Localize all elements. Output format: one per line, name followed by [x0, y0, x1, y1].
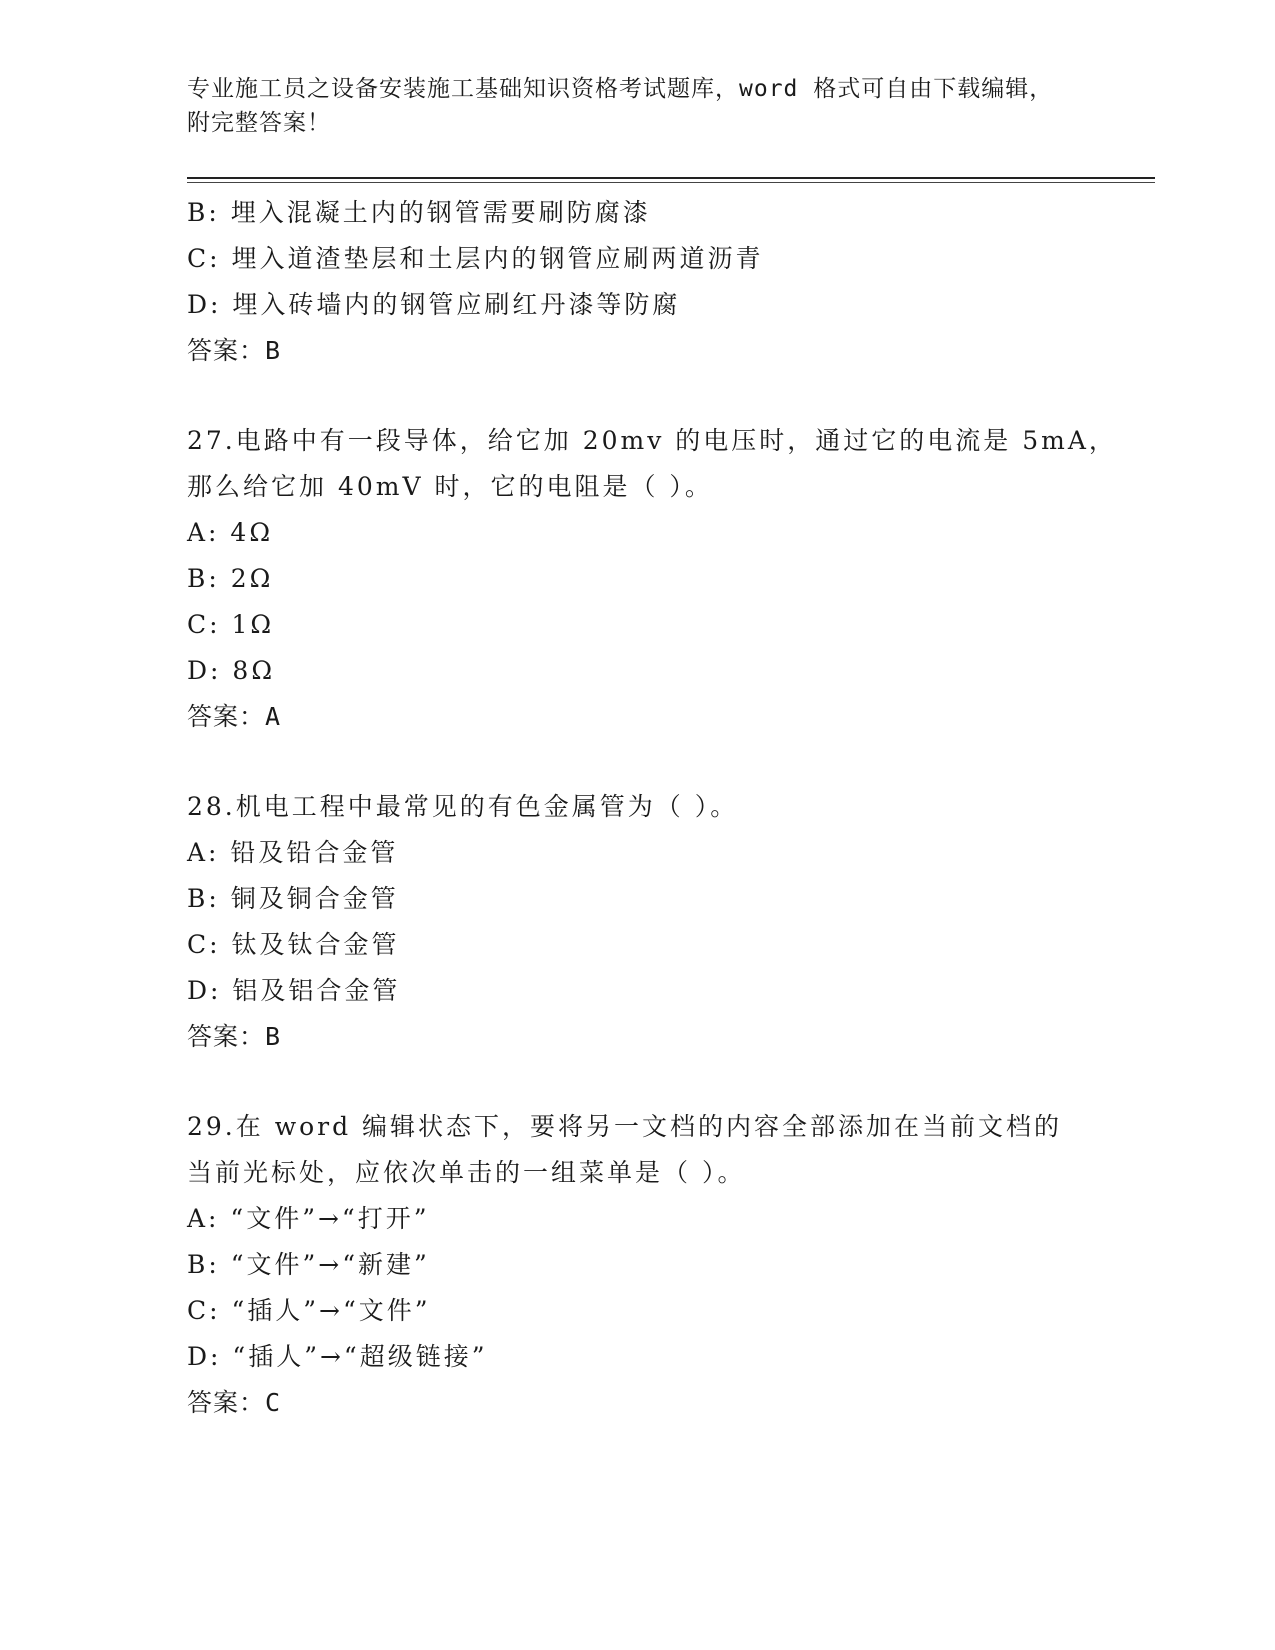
option-c: C: 埋入道渣垫层和土层内的钢管应刷两道沥青 [187, 244, 764, 273]
spacer [187, 374, 1155, 418]
option-b: B: 埋入混凝土内的钢管需要刷防腐漆 [187, 198, 651, 227]
header-line-1: 专业施工员之设备安装施工基础知识资格考试题库，word 格式可自由下载编辑， [187, 76, 1054, 102]
question-stem: 29.在 word 编辑状态下，要将另一文档的内容全部添加在当前文档的 [187, 1112, 1063, 1141]
option-c: C: 钛及钛合金管 [187, 930, 400, 959]
question-28 [187, 784, 1155, 1060]
option-a: A: 4Ω [187, 518, 274, 547]
header-line-2: 附完整答案！ [187, 110, 331, 136]
option-c: C: 1Ω [187, 610, 275, 639]
header-divider-thin [187, 182, 1155, 183]
question-26 [187, 190, 1155, 374]
option-a: A: 铅及铅合金管 [187, 838, 399, 867]
answer-line: 答案：A [187, 702, 282, 731]
question-stem: 27.电路中有一段导体，给它加 20mv 的电压时，通过它的电流是 5mA， [187, 426, 1117, 455]
question-29 [187, 1104, 1155, 1426]
option-d: D: 铝及铝合金管 [187, 976, 401, 1005]
question-stem-cont: 那么给它加 40mV 时，它的电阻是（ ）。 [187, 472, 713, 501]
spacer [187, 1060, 1155, 1104]
option-d: D: 埋入砖墙内的钢管应刷红丹漆等防腐 [187, 290, 681, 319]
option-d: D: 8Ω [187, 656, 276, 685]
question-stem: 28.机电工程中最常见的有色金属管为（ ）。 [187, 792, 739, 821]
document-page [187, 0, 1157, 1650]
option-a: A: “文件”→“打开” [187, 1204, 430, 1233]
header-divider-thick [187, 177, 1155, 179]
option-d: D: “插人”→“超级链接” [187, 1342, 488, 1371]
question-stem-cont: 当前光标处，应依次单击的一组菜单是（ ）。 [187, 1158, 746, 1187]
option-c: C: “插人”→“文件” [187, 1296, 431, 1325]
option-b: B: 铜及铜合金管 [187, 884, 399, 913]
document-header [187, 72, 1087, 140]
spacer [187, 740, 1155, 784]
answer-line: 答案：B [187, 336, 282, 365]
question-27 [187, 418, 1155, 740]
question-list [187, 190, 1155, 1426]
option-b: B: “文件”→“新建” [187, 1250, 430, 1279]
answer-line: 答案：B [187, 1022, 282, 1051]
option-b: B: 2Ω [187, 564, 274, 593]
answer-line: 答案：C [187, 1388, 282, 1417]
